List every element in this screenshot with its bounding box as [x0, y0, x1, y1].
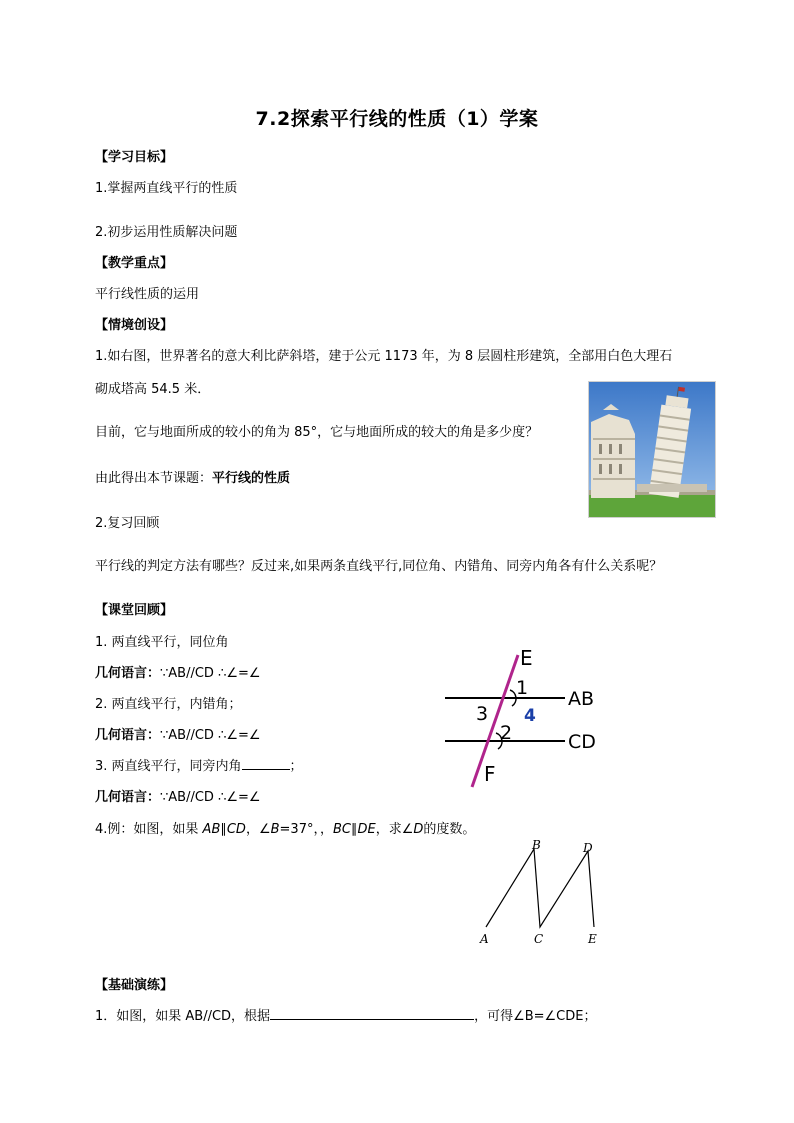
example-angle-mark: ，∠	[245, 822, 271, 837]
leaning-tower-photo	[588, 381, 716, 518]
section-scenario: 【情境创设】	[95, 318, 174, 333]
section-key-points: 【教学重点】	[95, 256, 174, 271]
geometry-language-label: 几何语言：	[95, 728, 161, 743]
example-prefix: 4.例：如图，如果	[95, 822, 203, 837]
label-f: F	[484, 762, 496, 786]
practice-q1-prefix: 1．如图，如果 AB//CD，根据	[95, 1009, 271, 1024]
example-bc-de: BC∥DE	[332, 822, 376, 837]
zigzag-lines	[486, 849, 594, 927]
section-learning-goals: 【学习目标】	[95, 150, 174, 165]
label-a: A	[480, 932, 489, 946]
geometry-language-label: 几何语言：	[95, 666, 161, 681]
example-angle-d: D	[413, 822, 424, 837]
label-d: D	[583, 841, 593, 855]
section-practice: 【基础演练】	[95, 978, 174, 993]
answer-blank[interactable]	[270, 1007, 474, 1020]
label-b: B	[532, 838, 541, 852]
geometry-language-2	[95, 724, 261, 743]
scenario-question: 目前，它与地面所成的较小的角为 85°，它与地面所成的较大的角是多少度？	[95, 425, 539, 440]
label-ab: AB	[568, 688, 595, 710]
geometry-language-3	[95, 786, 261, 805]
practice-q1-suffix: ，可得∠B=∠CDE；	[474, 1009, 597, 1024]
example-ab-cd: AB∥CD	[202, 822, 246, 837]
zigzag-figure	[470, 835, 610, 950]
label-c: C	[534, 932, 544, 946]
geometry-language-1	[95, 662, 261, 681]
page-title: 7.2探索平行线的性质（1）学案	[255, 108, 539, 130]
scenario-line-2: 砌成塔高 54.5 米．	[95, 382, 211, 397]
parallel-lines-figure	[440, 645, 615, 790]
lesson-topic-prefix: 由此得出本节课题：	[95, 471, 213, 486]
goal-item-2: 2.初步运用性质解决问题	[95, 225, 238, 240]
review-recap-label: 2.复习回顾	[95, 516, 160, 531]
section-class-review: 【课堂回顾】	[95, 603, 174, 618]
key-point-text: 平行线性质的运用	[95, 287, 200, 302]
label-3: 3	[476, 703, 489, 725]
example-find: ，求∠	[375, 822, 414, 837]
label-1: 1	[516, 677, 529, 699]
property-2: 2. 两直线平行，内错角；	[95, 697, 242, 712]
geometry-language-text: ∵AB//CD ∴∠=∠	[160, 728, 261, 743]
practice-question-1	[95, 1005, 596, 1024]
example-angle-value: =37°，，	[279, 822, 333, 837]
lesson-topic	[95, 467, 290, 486]
answer-blank[interactable]	[242, 757, 290, 770]
scenario-line-1: 1.如右图，世界著名的意大利比萨斜塔，建于公元 1173 年，为 8 层圆柱形建筑，全部用白色大理石	[95, 349, 673, 364]
example-angle-b: B	[270, 822, 280, 837]
label-e2: E	[588, 932, 597, 946]
label-2: 2	[500, 722, 513, 744]
leaning-tower-image	[589, 382, 715, 517]
lesson-topic-title: 平行线的性质	[212, 471, 291, 486]
example-end: 的度数。	[423, 822, 476, 837]
geometry-language-text: ∵AB//CD ∴∠=∠	[160, 790, 261, 805]
label-4: 4	[524, 706, 536, 726]
review-recap-question: 平行线的判定方法有哪些？反过来,如果两条直线平行,同位角、内错角、同旁内角各有什么关系呢？	[95, 559, 663, 574]
property-3-text: 3. 两直线平行，同旁内角	[95, 759, 242, 774]
example-problem	[95, 818, 475, 837]
geometry-language-text: ∵AB//CD ∴∠=∠	[160, 666, 261, 681]
property-3	[95, 755, 303, 774]
property-1: 1. 两直线平行，同位角	[95, 635, 229, 650]
property-3-end: ；	[289, 759, 303, 774]
label-cd: CD	[568, 731, 596, 753]
goal-item-1: 1.掌握两直线平行的性质	[95, 181, 238, 196]
label-e: E	[520, 646, 533, 670]
geometry-language-label: 几何语言：	[95, 790, 161, 805]
